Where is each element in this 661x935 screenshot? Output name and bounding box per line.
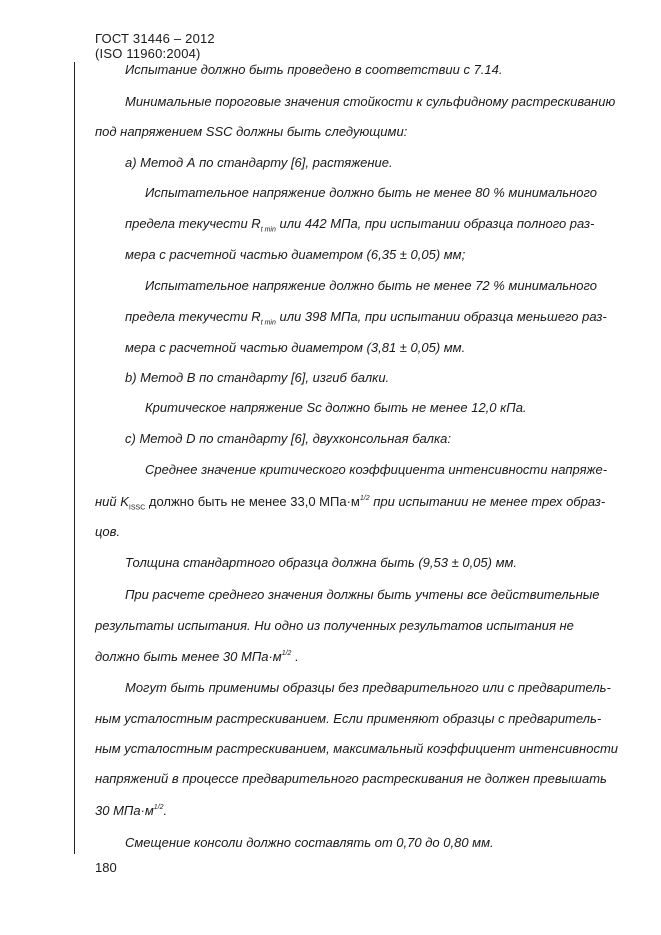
text-line: предела текучести $R_{t min}$ или 398 МПа, при испытании образца меньшего раз- [125,309,607,327]
text-line: цов. [95,524,121,539]
text-line: напряжений в процессе предварительного растрескивания не должен превышать [95,771,607,786]
list-item-method-b: b) Метод В по стандарту [6], изгиб балки. [125,370,390,385]
text-line: результаты испытания. Ни одно из полученных результатов испытания не [95,618,574,633]
text-line: Могут быть применимы образцы без предварительного или с предваритель- [125,680,611,695]
text-line: Минимальные пороговые значения стойкости к сульфидному растрескиванию [125,94,616,109]
text-line: Критическое напряжение Sc должно быть не менее 12,0 кПа. [145,400,527,415]
change-margin-bar [74,62,75,854]
text-line: ний $K_{ISSC}$ должно быть не менее 33,0 $МПа\cdot м^{1/2}$ при испытании не менее трех образ- [95,494,606,512]
text-line: 30 $МПа\cdot м^{1/2}$. [95,803,168,818]
text-line: Испытание должно быть проведено в соответствии с 7.14. [125,62,503,77]
document-code: ГОСТ 31446 – 2012 [95,31,215,46]
iso-reference: (ISO 11960:2004) [95,46,201,61]
text-line: ным усталостным растрескиванием, максимальный коэффициент интенсивности [95,741,619,756]
text-line: ным усталостным растрескиванием. Если применяют образцы с предваритель- [95,711,602,726]
text-line: Испытательное напряжение должно быть не менее 80 % минимального [145,185,598,200]
text-line: предела текучести $R_{t min}$ или 442 МПа, при испытании образца полного раз- [125,216,595,234]
text-line: должно быть менее 30 $МПа\cdot м^{1/2}$ . [95,649,299,664]
list-item-method-d: c) Метод D по стандарту [6], двухконсольная балка: [125,431,451,446]
text-line: Испытательное напряжение должно быть не менее 72 % минимального [145,278,598,293]
text-line: При расчете среднего значения должны быть учтены все действительные [125,587,600,602]
text-line: Смещение консоли должно составлять от 0,70 до 0,80 мм. [125,835,494,850]
text-line: Среднее значение критического коэффициента интенсивности напряже- [145,462,608,477]
text-line: мера с расчетной частью диаметром (3,81 ± 0,05) мм. [125,340,466,355]
text-line: под напряжением SSC должны быть следующими: [95,124,408,139]
text-line: Толщина стандартного образца должна быть (9,53 ± 0,05) мм. [125,555,518,570]
text-line: мера с расчетной частью диаметром (6,35 ± 0,05) мм; [125,247,466,262]
list-item-method-a: а) Метод А по стандарту [6], растяжение. [125,155,393,170]
page-number: 180 [95,860,117,875]
